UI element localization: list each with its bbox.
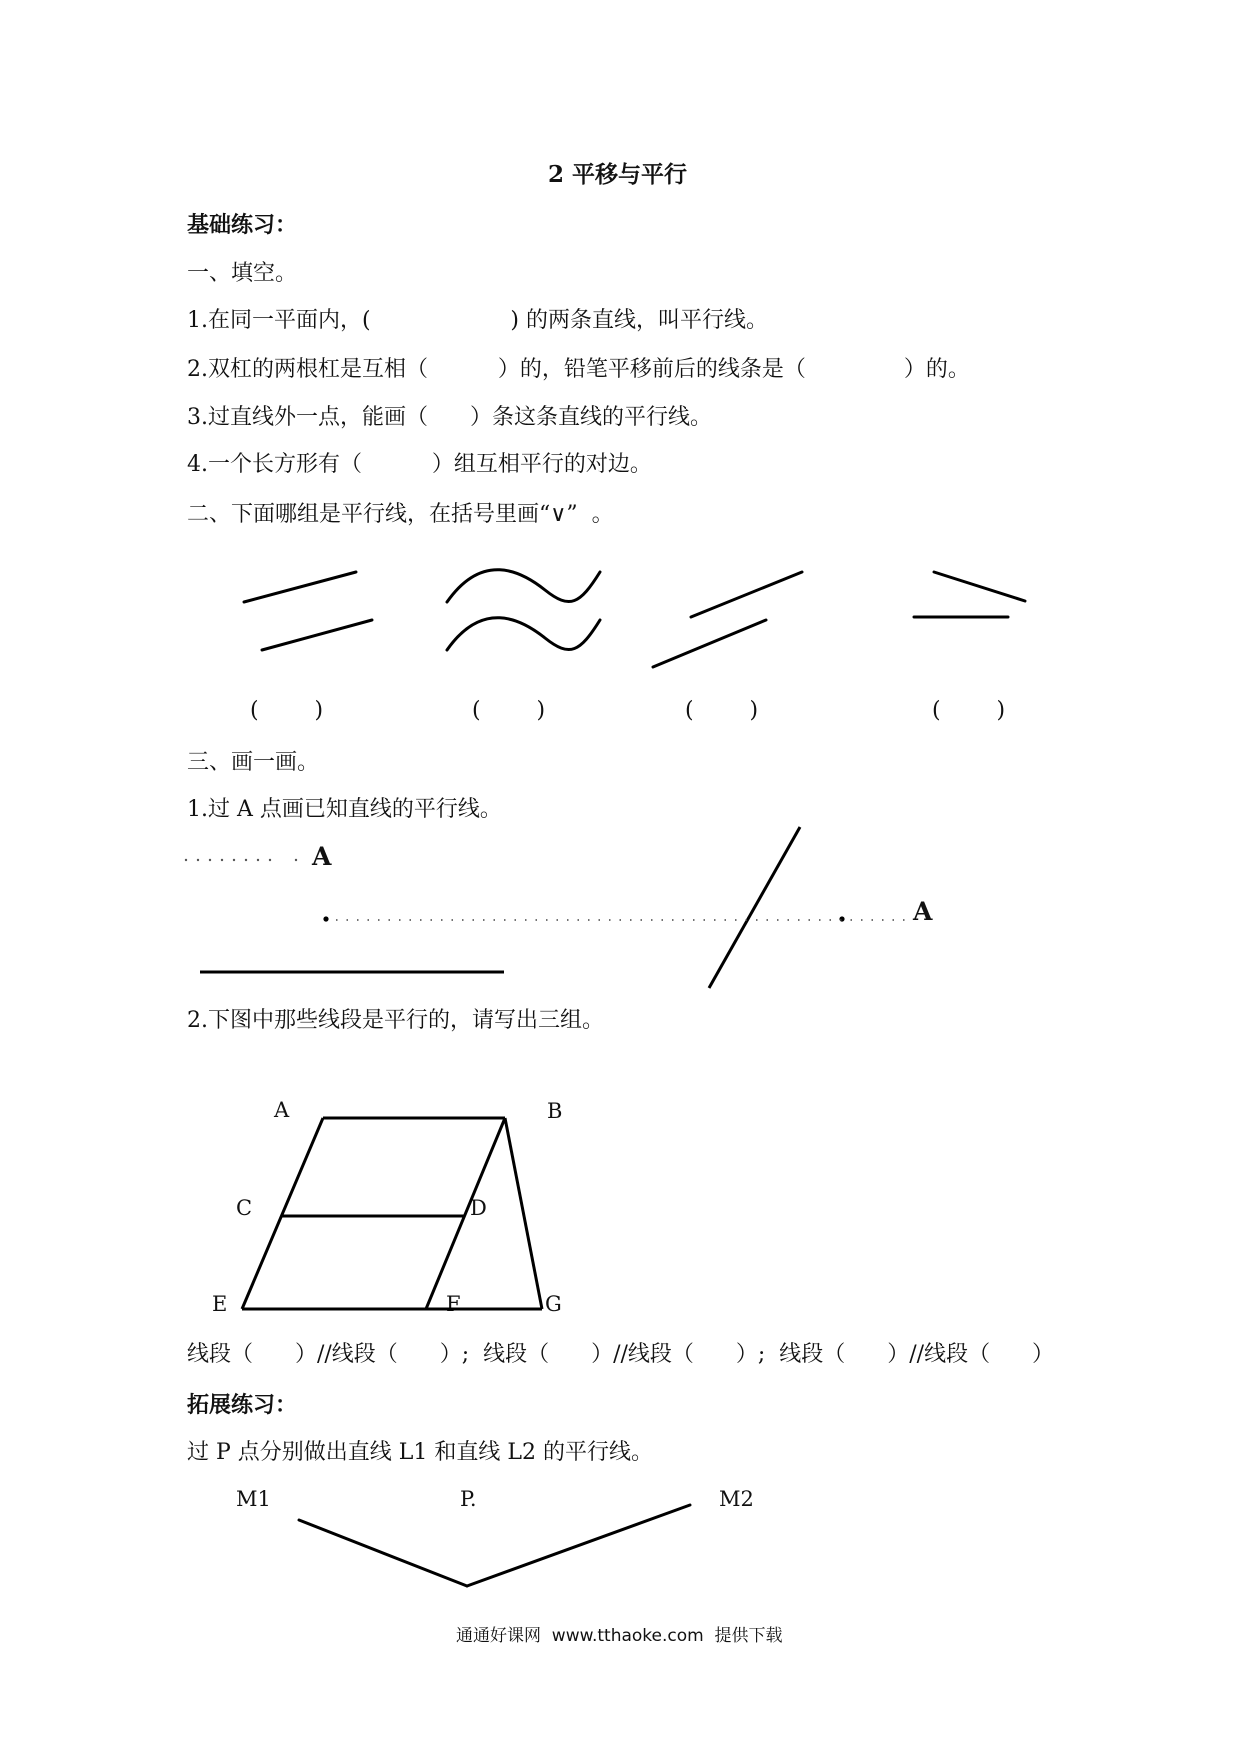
label-m2: M2 xyxy=(719,1487,754,1511)
vertex-label-e: E xyxy=(212,1292,228,1316)
point-label-a-right: A xyxy=(913,897,933,926)
vertex-label-a: A xyxy=(274,1098,290,1122)
vertex-label-c: C xyxy=(236,1196,253,1220)
answer-bracket-3: ( ) xyxy=(685,698,759,723)
answer-bracket-4: ( ) xyxy=(932,698,1006,723)
given-line-slanted xyxy=(709,827,800,988)
section1-heading: 一、填空。 xyxy=(187,261,298,286)
section2-heading: 二、下面哪组是平行线，在括号里画“∨” 。 xyxy=(187,502,614,527)
vertex-label-f: F xyxy=(446,1292,461,1316)
line-group-1 xyxy=(244,572,372,650)
vertex-label-b: B xyxy=(547,1099,563,1123)
parallel-answer-line: 线段（ ）//线段（ ）; 线段（ ）//线段（ ）; 线段（ ）//线段（ ） xyxy=(187,1342,1055,1367)
page-title: 2 平移与平行 xyxy=(548,161,688,188)
question-3-2: 2.下图中那些线段是平行的，请写出三组。 xyxy=(187,1008,604,1033)
point-a-dot-right xyxy=(839,916,844,921)
dotted-guide-left xyxy=(185,859,297,861)
vertex-label-g: G xyxy=(545,1292,562,1316)
point-a-dot-left xyxy=(323,916,328,921)
line-group-2-waves xyxy=(447,570,600,650)
footer-text: 通通好课网 www.tthaoke.com 提供下载 xyxy=(456,1626,783,1646)
label-p: P. xyxy=(460,1487,477,1511)
angle-lines-l1-l2 xyxy=(299,1505,690,1586)
question-1-1: 1.在同一平面内，( ) 的两条直线，叫平行线。 xyxy=(187,308,769,333)
point-label-a-left: A xyxy=(312,842,332,871)
extension-heading: 拓展练习： xyxy=(187,1392,298,1418)
question-1-4: 4.一个长方形有（ ）组互相平行的对边。 xyxy=(187,452,652,477)
basic-practice-heading: 基础练习： xyxy=(187,212,298,238)
answer-bracket-1: ( ) xyxy=(250,698,324,723)
question-1-2: 2.双杠的两根杠是互相（ ）的，铅笔平移前后的线条是（ ）的。 xyxy=(187,357,970,382)
label-m1: M1 xyxy=(236,1487,271,1511)
parallelogram-figure xyxy=(242,1118,542,1309)
line-group-3 xyxy=(653,572,802,667)
question-1-3: 3.过直线外一点，能画（ ）条这条直线的平行线。 xyxy=(187,405,712,430)
line-group-4 xyxy=(914,572,1025,617)
question-3-1: 1.过 A 点画已知直线的平行线。 xyxy=(187,797,502,822)
answer-bracket-2: ( ) xyxy=(472,698,546,723)
extension-question: 过 P 点分别做出直线 L1 和直线 L2 的平行线。 xyxy=(187,1440,653,1465)
section3-heading: 三、画一画。 xyxy=(187,750,320,775)
vertex-label-d: D xyxy=(470,1196,487,1220)
